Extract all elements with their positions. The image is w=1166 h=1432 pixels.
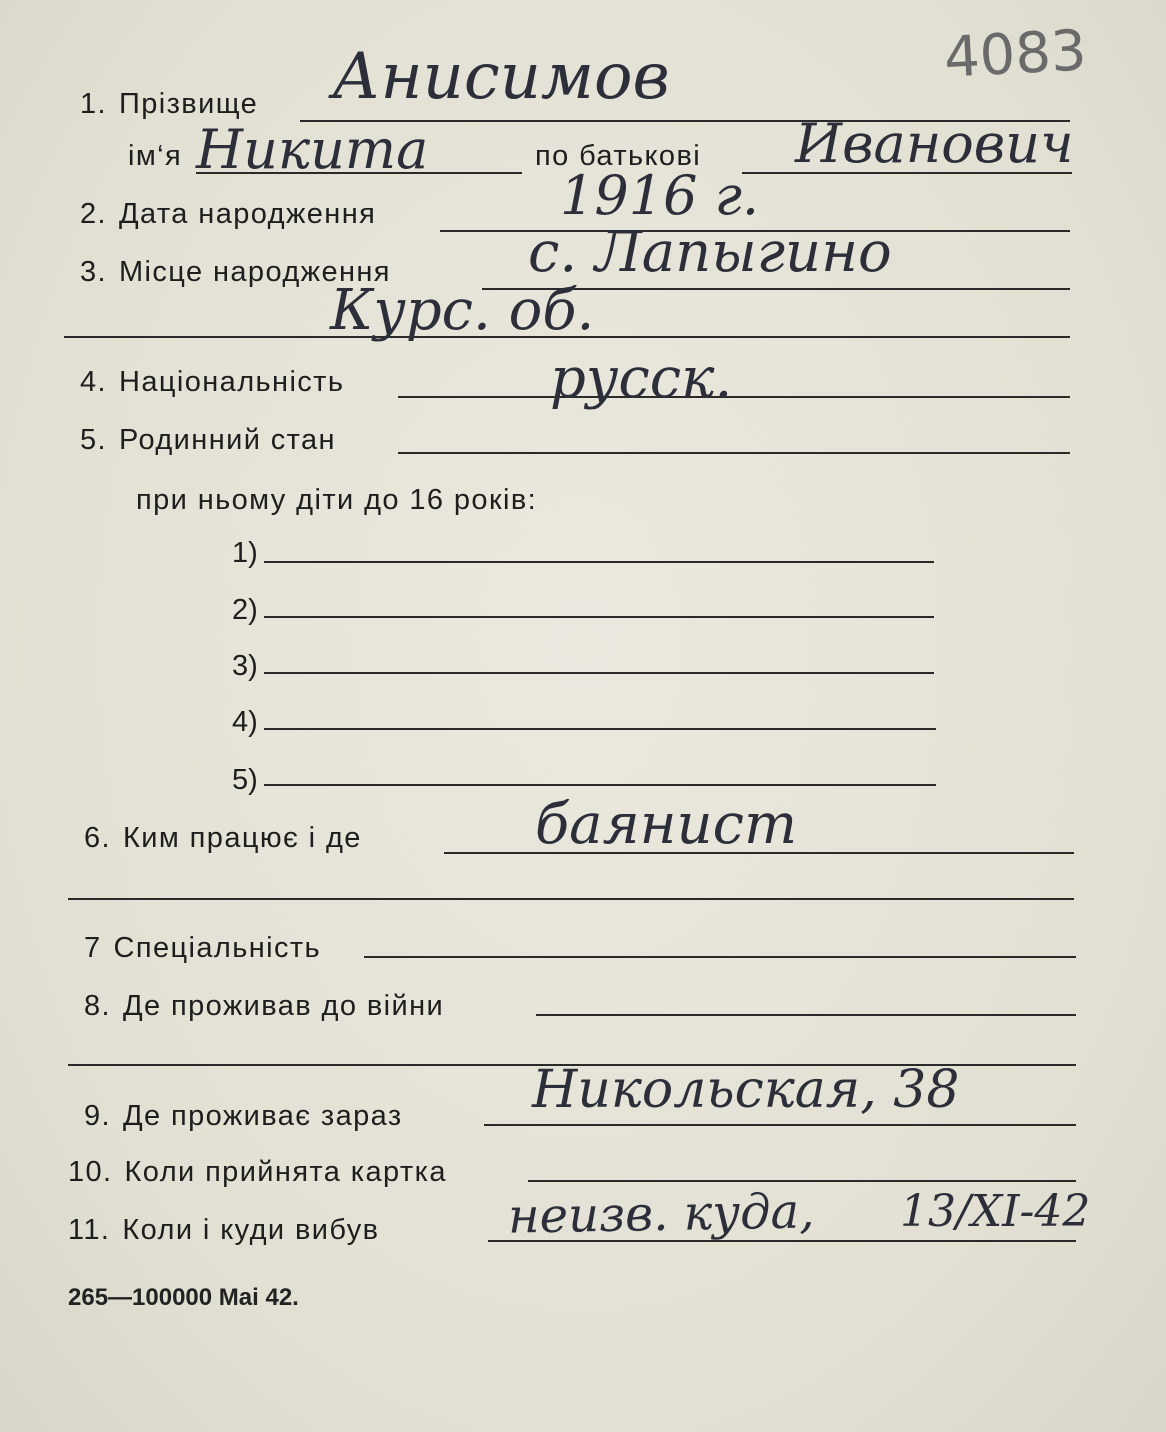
- field-9-line: [484, 1124, 1076, 1126]
- child-5-line: [264, 784, 936, 786]
- departure-value: неизв. куда,: [507, 1183, 815, 1245]
- name-value: Никита: [196, 118, 429, 181]
- field-5-label: 5. Родинний стан: [80, 424, 336, 456]
- departure-date: 13/XI-42: [900, 1186, 1091, 1237]
- field-4-line: [398, 396, 1070, 398]
- field-7-label: 7 Спеціальність: [84, 932, 322, 964]
- field-6-line-2: [68, 898, 1074, 900]
- child-1-line: [264, 561, 934, 563]
- field-3-label: 3. Місце народження: [80, 256, 391, 288]
- birthplace-value: с. Лапыгино: [528, 220, 892, 285]
- birthplace-value-line2: Курс. об.: [330, 278, 595, 343]
- field-6-label: 6. Ким працює і де: [84, 822, 362, 854]
- field-8-line: [536, 1014, 1076, 1016]
- field-1-label: 1. Прізвище: [80, 88, 259, 120]
- children-label: при ньому діти до 16 років:: [136, 484, 538, 516]
- nationality-value: русск.: [550, 346, 733, 411]
- field-7-line: [364, 956, 1076, 958]
- patronymic-label: по батькові: [535, 140, 702, 172]
- field-10-label: 10. Коли прийнята картка: [68, 1156, 447, 1188]
- field-8-label: 8. Де проживав до війни: [84, 990, 445, 1022]
- child-2-label: 2): [232, 594, 258, 626]
- child-3-label: 3): [232, 650, 258, 682]
- child-3-line: [264, 672, 934, 674]
- child-4-label: 4): [232, 706, 258, 738]
- surname-value: Анисимов: [332, 40, 670, 114]
- child-1-label: 1): [232, 537, 258, 569]
- child-5-label: 5): [232, 764, 258, 796]
- occupation-value: баянист: [535, 792, 798, 857]
- field-4-label: 4. Національність: [80, 366, 345, 398]
- birth-date-value: 1916 г.: [560, 164, 760, 227]
- archive-number: 4083: [942, 18, 1089, 91]
- field-5-line: [398, 452, 1070, 454]
- print-mark: 265—100000 Mai 42.: [68, 1284, 299, 1311]
- field-9-label: 9. Де проживає зараз: [84, 1100, 403, 1132]
- name-label: ім‘я: [128, 140, 183, 172]
- child-4-line: [264, 728, 936, 730]
- field-10-line: [528, 1180, 1076, 1182]
- current-residence-value: Никольская, 38: [532, 1060, 960, 1120]
- child-2-line: [264, 616, 934, 618]
- patronymic-value: Иванович: [795, 112, 1074, 175]
- field-2-label: 2. Дата народження: [80, 198, 377, 230]
- field-11-label: 11. Коли і куди вибув: [68, 1214, 380, 1246]
